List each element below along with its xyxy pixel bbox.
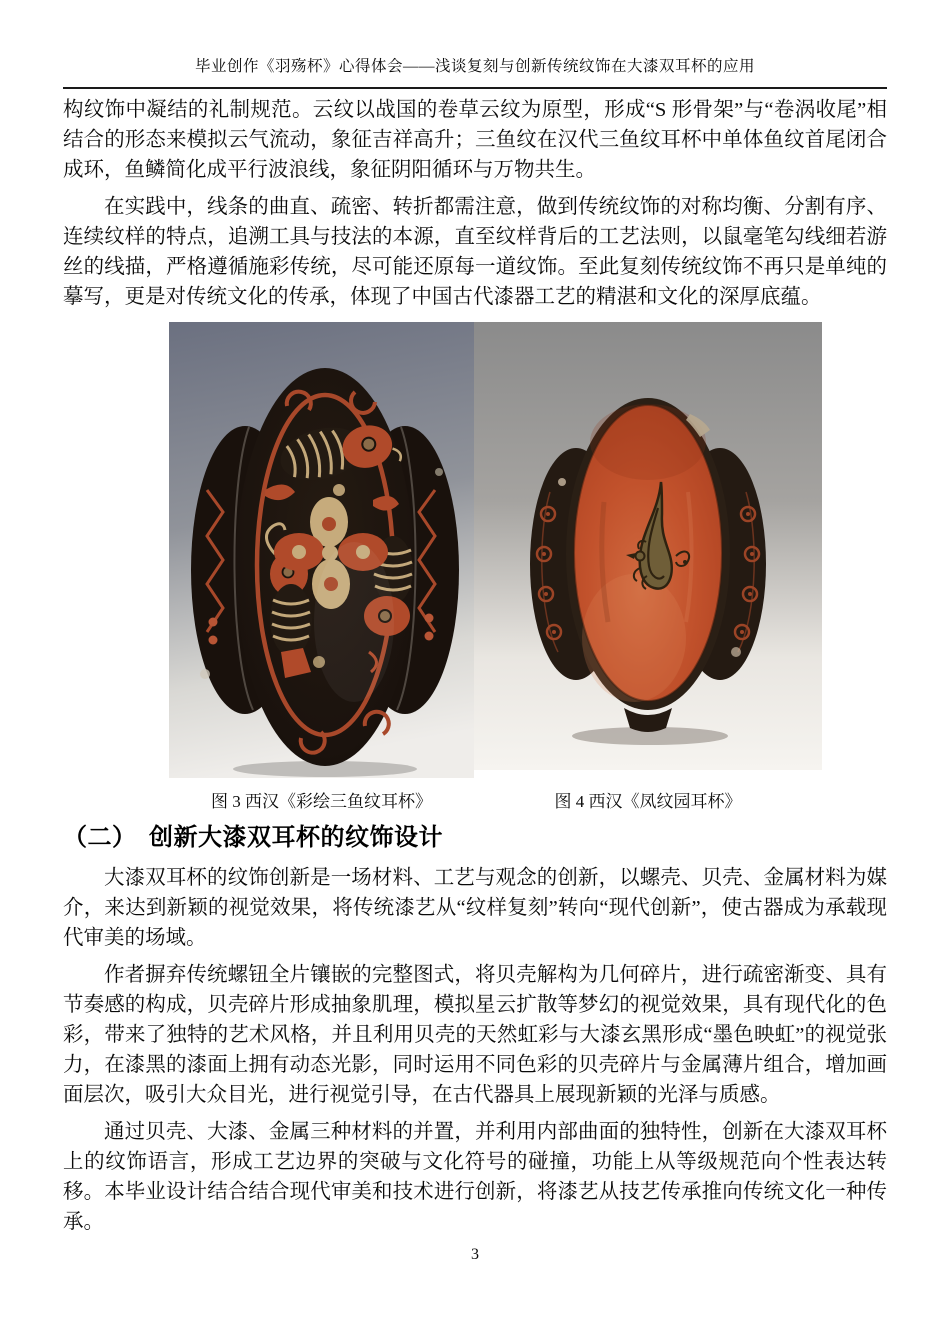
page-number: 3 [471, 1246, 479, 1263]
interior-sheen [582, 574, 686, 702]
paragraph-1: 构纹饰中凝结的礼制规范。云纹以战国的卷草云纹为原型，形成“S 形骨架”与“卷涡收尾”相结合的形态来模拟云气流动，象征吉祥高升；三鱼纹在汉代三鱼纹耳杯中单体鱼纹首尾闭合成环，鱼鳞简化成平行波浪线，象征阴阳循环与万物共生。 [63, 99, 887, 181]
header-rule [63, 87, 887, 89]
running-header-title: 毕业创作《羽殇杯》心得体会——浅谈复刻与创新传统纹饰在大漆双耳杯的应用 [194, 58, 755, 75]
body-text-block-2 [63, 863, 887, 1244]
paragraph-4: 作者摒弃传统螺钮全片镶嵌的完整图式，将贝壳解构为几何碎片，进行疏密渐变、具有节奏感的构成，贝壳碎片形成抽象肌理，模拟星云扩散等梦幻的视觉效果，具有现代化的色彩，带来了独特的艺术风格，并且利用贝壳的天然虹彩与大漆玄黑形成“墨色映虹”的视觉张力，在漆黑的漆面上拥有动态光影，同时运用不同色彩的贝壳碎片与金属薄片组合，增加画面层次，吸引大众目光，进行视觉引导，在古代器具上展现新颖的光泽与质感。 [63, 964, 887, 1106]
section-heading: （二） 创新大漆双耳杯的纹饰设计 [63, 824, 443, 851]
figure-4-caption: 图 4 西汉《凤纹园耳杯》 [554, 792, 742, 811]
interior-top-shade [590, 404, 706, 480]
figure-3-image [169, 322, 474, 778]
paragraph-2: 在实践中，线条的曲直、疏密、转折都需注意，做到传统纹饰的对称均衡、分割有序、连续纹样的特点，追溯工具与技法的本源，直至纹样背后的工艺法则，以鼠毫笔勾线细若游丝的线描，严格遵循施彩传统，尽可能还原每一道纹饰。至此复刻传统纹饰不再只是单纯的摹写，更是对传统文化的传承，体现了中国古代漆器工艺的精湛和文化的深厚底蕴。 [63, 196, 887, 308]
gloss-highlight [314, 542, 394, 702]
phoenix-ear-cup-illustration [474, 322, 822, 770]
paragraph-3: 大漆双耳杯的纹饰创新是一场材料、工艺与观念的创新，以螺壳、贝壳、金属材料为媒介，来达到新颖的视觉效果，将传统漆艺从“纹样复刻”转向“现代创新”，使古器成为承载现代审美的场域。 [63, 867, 887, 949]
body-text-block-1 [63, 95, 887, 319]
figure-3-caption: 图 3 西汉《彩绘三鱼纹耳杯》 [211, 792, 432, 811]
figure-row [169, 322, 822, 778]
figure-4-image [474, 322, 822, 770]
three-fish-ear-cup-illustration [169, 322, 474, 778]
paragraph-5: 通过贝壳、大漆、金属三种材料的并置，并利用内部曲面的独特性，创新在大漆双耳杯上的纹饰语言，形成工艺边界的突破与文化符号的碰撞，功能上从等级规范向个性表达转移。本毕业设计结合结合现代审美和技术进行创新，将漆艺从技艺传承推向传统文化一种传承。 [63, 1121, 887, 1233]
